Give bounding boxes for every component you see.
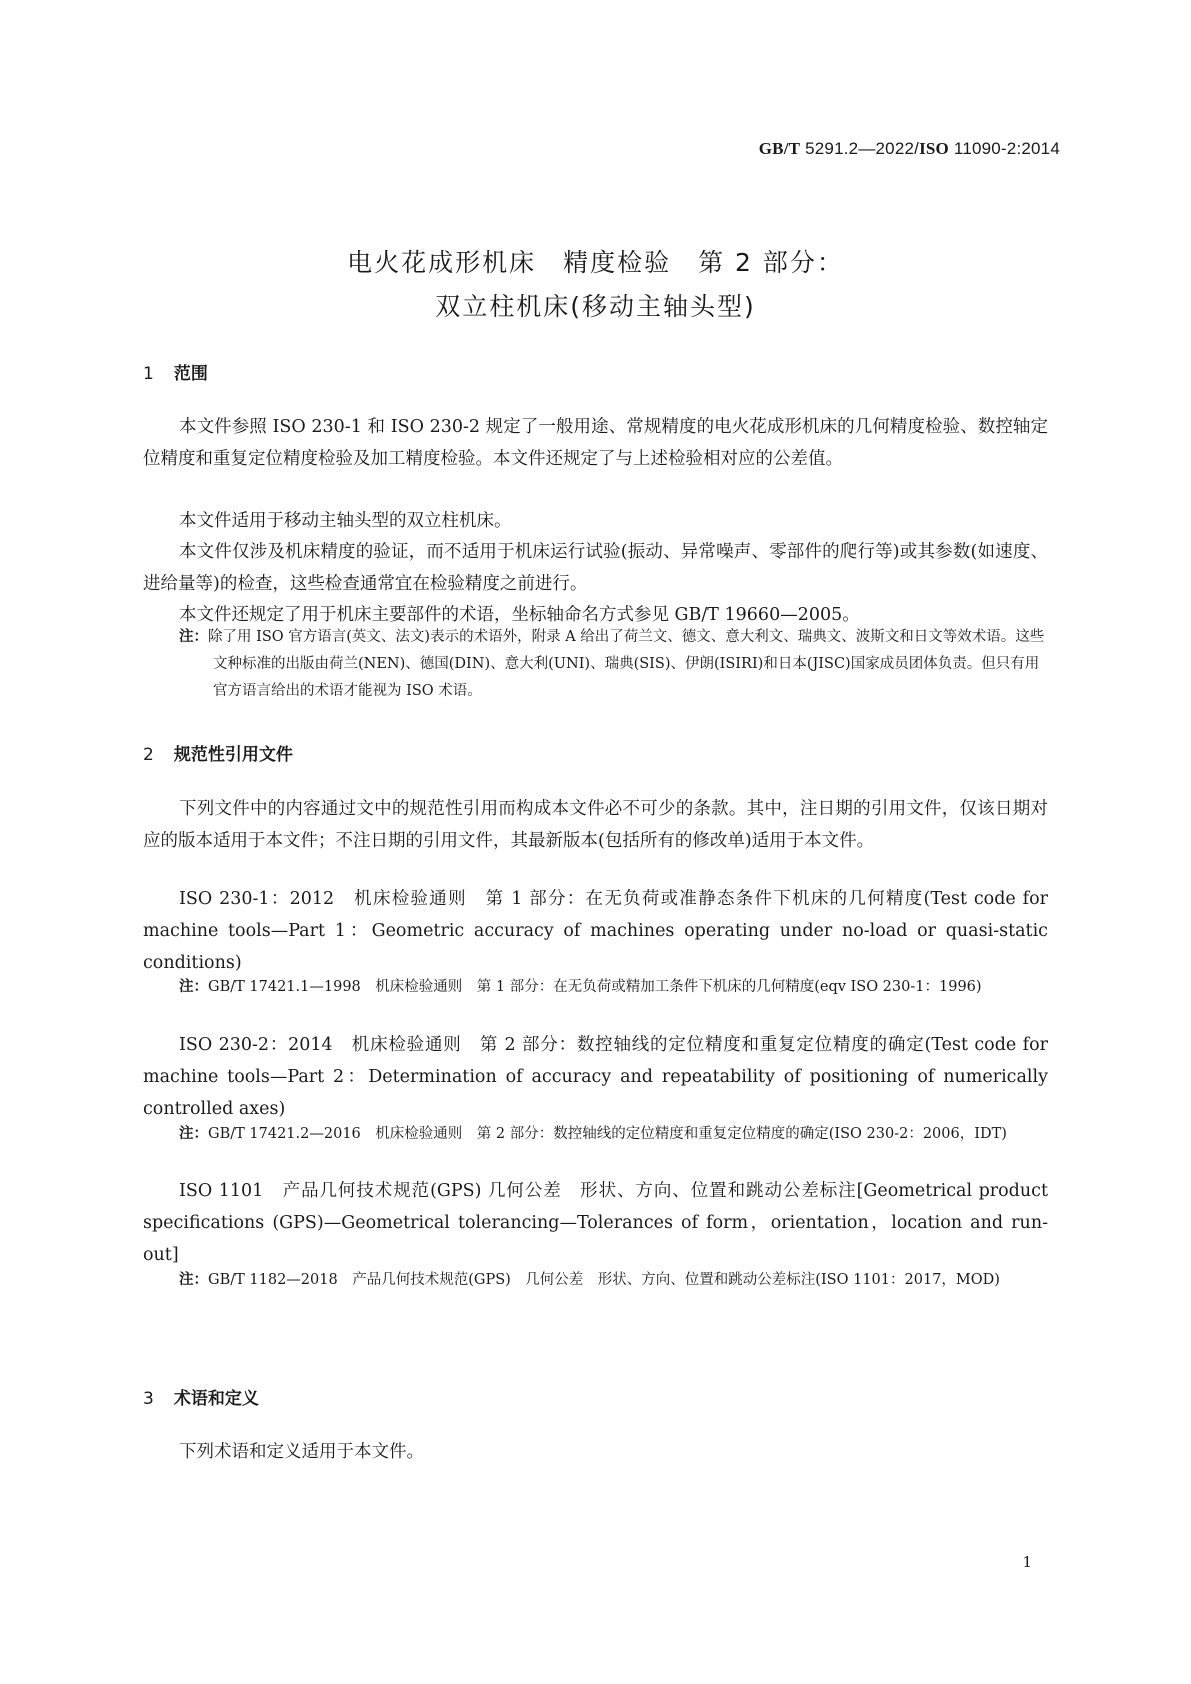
section-number: 3	[143, 1389, 154, 1409]
note-text: GB/T 17421.1—1998 机床检验通则 第 1 部分：在无负荷或精加工条件下机床的几何精度(eqv ISO 230-1：1996)	[208, 979, 982, 995]
section-number: 2	[143, 745, 154, 765]
section-title: 范围	[173, 364, 208, 384]
reference-item-iso-230-2: ISO 230-2：2014 机床检验通则 第 2 部分：数控轴线的定位精度和重复定位精度的确定(Test code for machine tools—Part 2：Determination of accuracy and repeatability of positioning of numerically controlled axes)	[143, 1035, 1048, 1119]
reference-item-iso-1101: ISO 1101 产品几何技术规范(GPS) 几何公差 形状、方向、位置和跳动公差标注[Geometrical product specifications (GPS)—Geometrical tolerancing—Tolerances of form，orientation，location and run-out]	[143, 1181, 1048, 1265]
section-3-heading	[143, 1384, 259, 1409]
reference-note-iso-1101	[179, 1267, 1048, 1294]
section-number: 1	[143, 364, 154, 384]
terms-intro: 下列术语和定义适用于本文件。	[179, 1442, 424, 1462]
scope-paragraph-2: 本文件适用于移动主轴头型的双立柱机床。	[179, 511, 512, 531]
reference-item-iso-230-1: ISO 230-1：2012 机床检验通则 第 1 部分：在无负荷或准静态条件下机床的几何精度(Test code for machine tools—Part 1：Geometric accuracy of machines operating under no-load or quasi-static conditions)	[143, 889, 1048, 973]
document-title-line1: 电火花成形机床 精度检验 第 2 部分：	[347, 248, 844, 277]
standard-code-gb: GB/T	[758, 139, 801, 158]
note-text: GB/T 1182—2018 产品几何技术规范(GPS) 几何公差 形状、方向、位置和跳动公差标注(ISO 1101：2017，MOD)	[208, 1272, 1000, 1288]
note-label: 注：	[179, 629, 208, 645]
standard-code	[759, 139, 1060, 159]
reference-note-iso-230-1	[143, 974, 1048, 1001]
page-number: 1	[1022, 1553, 1032, 1571]
standard-code-number: 5291.2—2022/	[805, 139, 920, 158]
scope-paragraph-3: 本文件仅涉及机床精度的验证，而不适用于机床运行试验(振动、异常噪声、零部件的爬行等)或其参数(如速度、进给量等)的检查，这些检查通常宜在检验精度之前进行。	[143, 542, 1048, 594]
section-2-heading	[143, 740, 293, 765]
section-1-heading	[143, 359, 208, 384]
note-text: 除了用 ISO 官方语言(英文、法文)表示的术语外，附录 A 给出了荷兰文、德文、意大利文、瑞典文、波斯文和日文等效术语。这些文种标准的出版由荷兰(NEN)、德国(DIN)、意大利(UNI)、瑞典(SIS)、伊朗(ISIRI)和日本(JISC)国家成员团体负责。但只有用官方语言给出的术语才能视为 ISO 术语。	[208, 629, 1045, 699]
document-title-line2: 双立柱机床(移动主轴头型)	[435, 292, 756, 321]
scope-note	[179, 624, 1048, 705]
standard-code-iso-number: 11090-2:2014	[953, 139, 1060, 158]
reference-note-iso-230-2	[179, 1121, 1048, 1148]
note-label: 注：	[179, 1126, 208, 1142]
note-label: 注：	[179, 979, 208, 995]
note-label: 注：	[179, 1272, 208, 1288]
section-title: 规范性引用文件	[173, 745, 293, 765]
normative-intro: 下列文件中的内容通过文中的规范性引用而构成本文件必不可少的条款。其中，注日期的引用文件，仅该日期对应的版本适用于本文件；不注日期的引用文件，其最新版本(包括所有的修改单)适用于本文件。	[143, 799, 1048, 851]
note-text: GB/T 17421.2—2016 机床检验通则 第 2 部分：数控轴线的定位精度和重复定位精度的确定(ISO 230-2：2006，IDT)	[208, 1126, 1007, 1142]
scope-paragraph-4: 本文件还规定了用于机床主要部件的术语，坐标轴命名方式参见 GB/T 19660—2005。	[179, 605, 860, 625]
scope-paragraph-1: 本文件参照 ISO 230-1 和 ISO 230-2 规定了一般用途、常规精度的电火花成形机床的几何精度检验、数控轴定位精度和重复定位精度检验及加工精度检验。本文件还规定了与上述检验相对应的公差值。	[143, 417, 1048, 469]
standard-code-iso: ISO	[919, 139, 949, 158]
section-title: 术语和定义	[173, 1389, 259, 1409]
